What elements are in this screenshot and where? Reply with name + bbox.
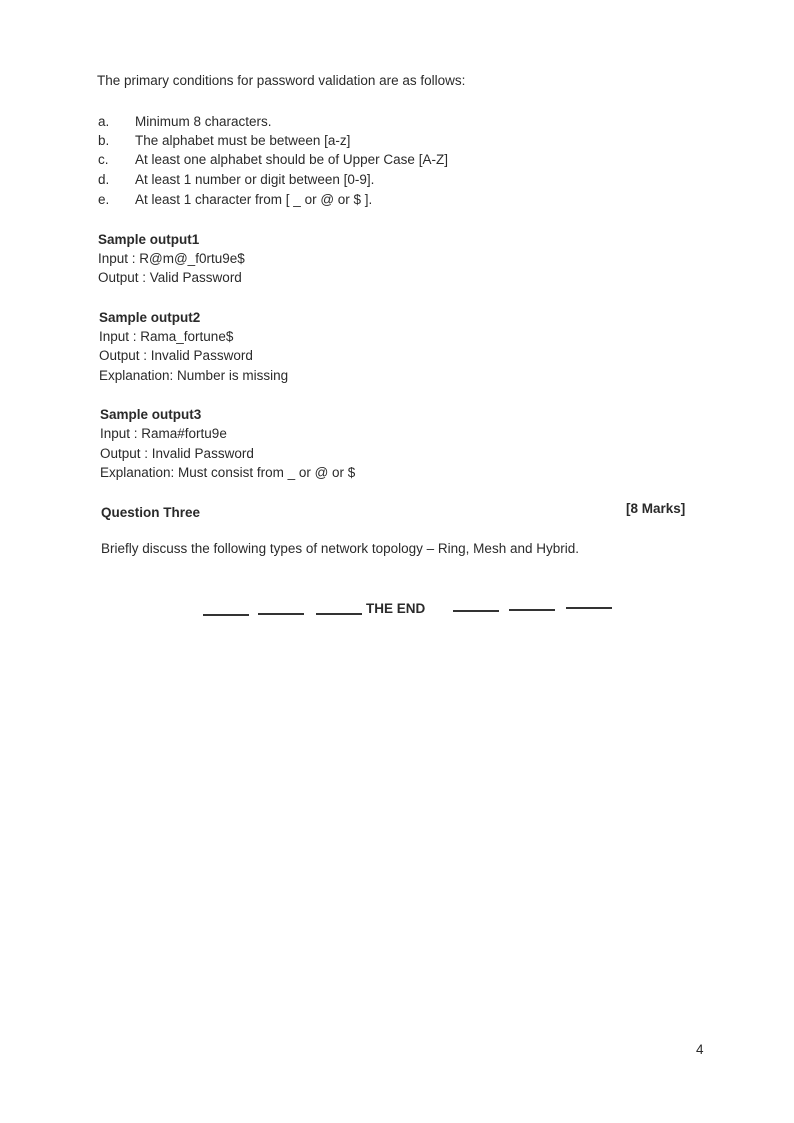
question-title: Question Three — [101, 505, 201, 520]
condition-text: Minimum 8 characters. — [135, 114, 272, 129]
sample-input: Input : Rama#fortu9e — [100, 426, 227, 441]
question-marks: [8 Marks] — [626, 501, 686, 516]
sample-output: Output : Invalid Password — [100, 446, 254, 461]
sample-output: Output : Invalid Password — [99, 348, 253, 363]
condition-label: d. — [98, 172, 110, 187]
intro-text: The primary conditions for password validation are as follows: — [97, 73, 466, 88]
condition-text: At least 1 character from [ _ or @ or $ ]. — [135, 192, 373, 207]
condition-text: The alphabet must be between [a-z] — [135, 133, 351, 148]
sample-explanation: Explanation: Number is missing — [99, 368, 289, 383]
condition-label: c. — [98, 152, 109, 167]
page-number: 4 — [696, 1042, 704, 1057]
condition-text: At least one alphabet should be of Upper Case [A-Z] — [135, 152, 448, 167]
end-label: THE END — [366, 601, 426, 616]
sample-explanation: Explanation: Must consist from _ or @ or $ — [100, 465, 356, 480]
dash-line — [316, 613, 362, 615]
dash-line — [203, 614, 249, 616]
dash-line — [566, 607, 612, 609]
dash-line — [453, 610, 499, 612]
sample-title: Sample output1 — [98, 232, 200, 247]
dash-line — [509, 609, 555, 611]
sample-title: Sample output3 — [100, 407, 202, 422]
condition-label: e. — [98, 192, 110, 207]
dash-line — [258, 613, 304, 615]
condition-text: At least 1 number or digit between [0-9]. — [135, 172, 375, 187]
sample-output: Output : Valid Password — [98, 270, 242, 285]
condition-label: b. — [98, 133, 110, 148]
question-text: Briefly discuss the following types of network topology – Ring, Mesh and Hybrid. — [101, 541, 579, 556]
sample-title: Sample output2 — [99, 310, 201, 325]
sample-input: Input : R@m@_f0rtu9e$ — [98, 251, 245, 266]
condition-label: a. — [98, 114, 110, 129]
sample-input: Input : Rama_fortune$ — [99, 329, 234, 344]
